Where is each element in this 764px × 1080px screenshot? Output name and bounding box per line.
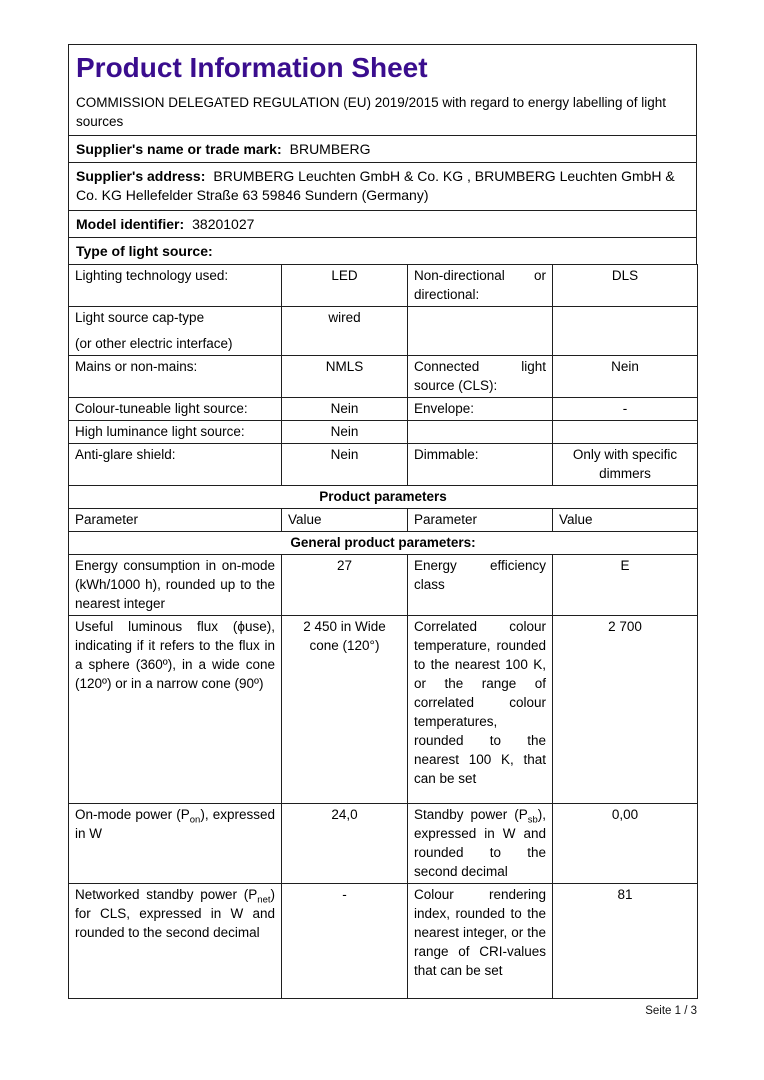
value-cell: - [282, 884, 408, 999]
cap-type-line2: (or other electric interface) [75, 336, 233, 351]
param-cell [69, 804, 282, 884]
product-info-table [68, 264, 698, 999]
value-cell: E [553, 555, 698, 616]
param-text: ), expressed in W [75, 807, 275, 841]
param-cell: Anti-glare shield: [69, 444, 282, 486]
value-cell: DLS [553, 265, 698, 307]
table-row [69, 307, 698, 356]
value-cell: - [553, 398, 698, 421]
model-identifier-row [68, 210, 697, 238]
page-title: Product Information Sheet [76, 52, 428, 83]
param-text: Standby power (P [414, 807, 528, 822]
param-cell: Envelope: [408, 398, 553, 421]
table-row [69, 421, 698, 444]
value-cell [553, 421, 698, 444]
model-identifier-value: 38201027 [192, 216, 255, 232]
table-row [69, 398, 698, 421]
param-cell: Non-directional or directional: [408, 265, 553, 307]
section-header-row [69, 486, 698, 509]
value-cell: 2 700 [553, 616, 698, 804]
param-cell: Lighting technology used: [69, 265, 282, 307]
value-cell: 2 450 in Wide cone (120°) [282, 616, 408, 804]
param-cell: Colour rendering index, rounded to the nearest integer, or the range of CRI-values that can be set [408, 884, 553, 999]
value-cell: 24,0 [282, 804, 408, 884]
param-cell [69, 307, 282, 356]
value-cell: wired [282, 307, 408, 356]
general-product-parameters-header: General product parameters: [69, 532, 698, 555]
value-cell: Nein [282, 444, 408, 486]
supplier-address-row [68, 162, 697, 211]
column-header: Value [553, 509, 698, 532]
param-cell: Mains or non-mains: [69, 356, 282, 398]
value-cell: 0,00 [553, 804, 698, 884]
param-cell [408, 307, 553, 356]
supplier-name-label: Supplier's name or trade mark: [76, 141, 282, 157]
value-cell: 81 [553, 884, 698, 999]
supplier-name-row [68, 135, 697, 163]
value-cell [553, 307, 698, 356]
type-of-light-source-label: Type of light source: [76, 243, 213, 259]
product-parameters-header: Product parameters [69, 486, 698, 509]
param-cell: Connected light source (CLS): [408, 356, 553, 398]
param-text: ) for CLS, expressed in W and rounded to the second decimal [75, 887, 275, 940]
param-text: On-mode power (P [75, 807, 190, 822]
table-row [69, 555, 698, 616]
column-header-row [69, 509, 698, 532]
column-header: Parameter [408, 509, 553, 532]
param-cell: Energy consumption in on-mode (kWh/1000 h), rounded up to the nearest integer [69, 555, 282, 616]
page-subtitle: COMMISSION DELEGATED REGULATION (EU) 2019/2015 with regard to energy labelling of light sources [76, 95, 666, 129]
section-header-row [69, 532, 698, 555]
param-cell: Useful luminous flux (ϕuse), indicating if it refers to the flux in a sphere (360º), in a wide cone (120º) or in a narrow cone (90º) [69, 616, 282, 804]
cap-type-line1: Light source cap-type [75, 310, 205, 325]
param-cell: Energy efficiency class [408, 555, 553, 616]
value-cell: NMLS [282, 356, 408, 398]
table-row [69, 804, 698, 884]
param-cell [408, 421, 553, 444]
param-cell: High luminance light source: [69, 421, 282, 444]
param-cell [408, 804, 553, 884]
table-row [69, 444, 698, 486]
table-row [69, 616, 698, 804]
document-page [68, 44, 697, 999]
value-cell: Only with specific dimmers [553, 444, 698, 486]
model-identifier-label: Model identifier: [76, 216, 185, 232]
param-text: ), expressed in W and rounded to the second decimal [414, 807, 546, 879]
subscript: on [189, 814, 201, 826]
param-text: Networked standby power (P [75, 887, 258, 902]
param-cell: Colour-tuneable light source: [69, 398, 282, 421]
param-cell: Correlated colour temperature, rounded to the nearest 100 K, or the range of correlated colour temperatures, rounded to the nearest 100 K, that can be set [408, 616, 553, 804]
column-header: Value [282, 509, 408, 532]
table-row [69, 356, 698, 398]
subscript: net [257, 894, 271, 906]
title-block [68, 44, 697, 136]
table-row [69, 884, 698, 999]
table-row [69, 265, 698, 307]
type-of-light-source-row [68, 237, 697, 265]
value-cell: Nein [282, 421, 408, 444]
supplier-address-value: BRUMBERG Leuchten GmbH & Co. KG , BRUMBERG Leuchten GmbH & Co. KG Hellefelder Straße 63 59846 Sundern (Germany) [76, 168, 675, 203]
param-cell: Dimmable: [408, 444, 553, 486]
column-header: Parameter [69, 509, 282, 532]
value-cell: 27 [282, 555, 408, 616]
value-cell: Nein [553, 356, 698, 398]
supplier-name-value: BRUMBERG [289, 141, 371, 157]
supplier-address-label: Supplier's address: [76, 168, 206, 184]
param-cell [69, 884, 282, 999]
value-cell: LED [282, 265, 408, 307]
value-cell: Nein [282, 398, 408, 421]
page-number: Seite 1 / 3 [645, 1005, 697, 1017]
subscript: sb [527, 814, 538, 826]
